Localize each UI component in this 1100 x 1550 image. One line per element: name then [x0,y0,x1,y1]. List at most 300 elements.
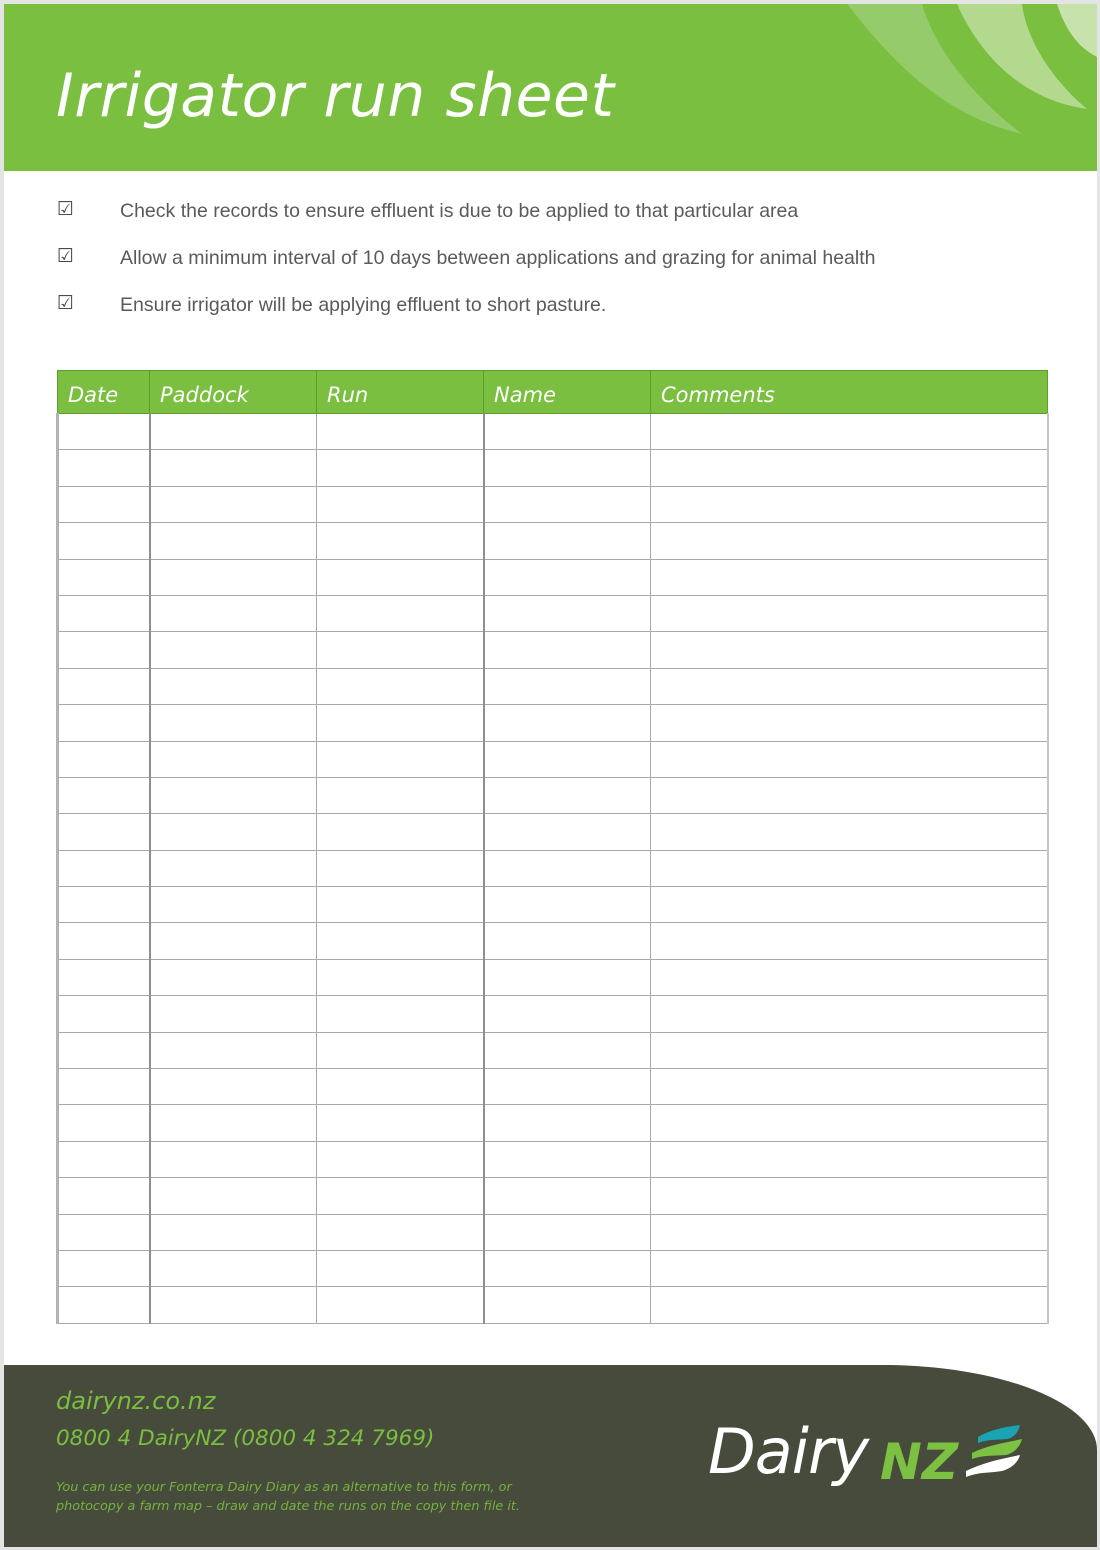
cell-date[interactable] [58,1250,150,1286]
comments-input[interactable] [651,1178,1047,1213]
run-input[interactable] [317,632,483,667]
phone-number: 0800 4 DairyNZ (0800 4 324 7969) [56,1426,435,1451]
cell-name[interactable] [484,1214,651,1250]
comments-input[interactable] [651,705,1047,740]
cell-run[interactable] [317,1105,484,1141]
table-row [58,1032,1048,1068]
run-input[interactable] [317,742,483,777]
cell-paddock[interactable] [150,668,317,704]
paddock-input[interactable] [151,1287,317,1322]
table-row [58,595,1048,631]
date-input[interactable] [59,487,149,522]
cell-comments[interactable] [651,996,1048,1032]
date-input[interactable] [59,1033,149,1068]
paddock-input[interactable] [151,996,317,1031]
paddock-input[interactable] [151,923,317,958]
cell-paddock[interactable] [150,1214,317,1250]
footer-note [56,1478,616,1516]
cell-date[interactable] [58,1069,150,1105]
date-input[interactable] [59,1178,149,1213]
cell-comments[interactable] [651,741,1048,777]
logo-text-dairy: Dairy [708,1415,869,1488]
cell-date[interactable] [58,668,150,704]
cell-name[interactable] [484,887,651,923]
table-row [58,1069,1048,1105]
page-title: Irrigator run sheet [56,61,615,131]
checked-box-icon: ☑ [57,292,75,314]
run-input[interactable] [317,814,483,849]
date-input[interactable] [59,1105,149,1140]
cell-comments[interactable] [651,959,1048,995]
cell-name[interactable] [484,996,651,1032]
run-input[interactable] [317,851,483,886]
comments-input[interactable] [651,596,1047,631]
cell-paddock[interactable] [150,923,317,959]
table-row [58,1214,1048,1250]
cell-comments[interactable] [651,486,1048,522]
comments-input[interactable] [651,742,1047,777]
checked-box-icon: ☑ [57,245,75,267]
name-input[interactable] [485,887,651,922]
cell-date[interactable] [58,1178,150,1214]
date-input[interactable] [59,1215,149,1250]
cell-name[interactable] [484,705,651,741]
cell-name[interactable] [484,777,651,813]
checklist-item-text: Allow a minimum interval of 10 days between applications and grazing for animal health [120,247,876,269]
date-input[interactable] [59,596,149,631]
cell-comments[interactable] [651,595,1048,631]
cell-name[interactable] [484,1032,651,1068]
date-input[interactable] [59,450,149,485]
cell-run[interactable] [317,814,484,850]
paddock-input[interactable] [151,669,317,704]
paddock-input[interactable] [151,1105,317,1140]
paddock-input[interactable] [151,814,317,849]
name-input[interactable] [485,487,651,522]
run-input[interactable] [317,887,483,922]
cell-date[interactable] [58,595,150,631]
dairynz-logo [708,1415,1038,1521]
cell-paddock[interactable] [150,741,317,777]
date-input[interactable] [59,923,149,958]
name-input[interactable] [485,742,651,777]
cell-run[interactable] [317,632,484,668]
column-header-date: Date [58,371,150,414]
comments-input[interactable] [651,851,1047,886]
cell-name[interactable] [484,1287,651,1323]
cell-run[interactable] [317,1287,484,1323]
table-row [58,1141,1048,1177]
name-input[interactable] [485,1178,651,1213]
cell-name[interactable] [484,1178,651,1214]
cell-run[interactable] [317,668,484,704]
cell-name[interactable] [484,1141,651,1177]
cell-comments[interactable] [651,1069,1048,1105]
paddock-input[interactable] [151,1178,317,1213]
cell-comments[interactable] [651,705,1048,741]
comments-input[interactable] [651,1105,1047,1140]
name-input[interactable] [485,560,651,595]
paddock-input[interactable] [151,705,317,740]
logo-text-nz: NZ [880,1433,959,1491]
date-input[interactable] [59,814,149,849]
cell-date[interactable] [58,450,150,486]
comments-input[interactable] [651,996,1047,1031]
comments-input[interactable] [651,887,1047,922]
table-row [58,959,1048,995]
run-input[interactable] [317,1215,483,1250]
name-input[interactable] [485,923,651,958]
date-input[interactable] [59,523,149,558]
table-row [58,996,1048,1032]
name-input[interactable] [485,596,651,631]
table-row [58,1287,1048,1323]
cell-name[interactable] [484,668,651,704]
table-row [58,923,1048,959]
cell-name[interactable] [484,632,651,668]
date-input[interactable] [59,632,149,667]
cell-comments[interactable] [651,414,1048,450]
cell-comments[interactable] [651,1032,1048,1068]
comments-input[interactable] [651,560,1047,595]
checklist-item-text: Ensure irrigator will be applying effluent to short pasture. [120,294,607,316]
cell-paddock[interactable] [150,996,317,1032]
comments-input[interactable] [651,523,1047,558]
date-input[interactable] [59,560,149,595]
name-input[interactable] [485,814,651,849]
cell-run[interactable] [317,1141,484,1177]
run-input[interactable] [317,414,483,449]
cell-comments[interactable] [651,1250,1048,1286]
date-input[interactable] [59,1251,149,1286]
run-input[interactable] [317,1287,483,1322]
cell-run[interactable] [317,450,484,486]
paddock-input[interactable] [151,742,317,777]
cell-date[interactable] [58,996,150,1032]
name-input[interactable] [485,960,651,995]
cell-date[interactable] [58,777,150,813]
checked-box-icon: ☑ [57,198,75,220]
table-row [58,887,1048,923]
run-input[interactable] [317,669,483,704]
run-input[interactable] [317,1033,483,1068]
cell-run[interactable] [317,486,484,522]
table-row [58,668,1048,704]
run-input[interactable] [317,560,483,595]
cell-run[interactable] [317,414,484,450]
cell-name[interactable] [484,559,651,595]
run-input[interactable] [317,923,483,958]
cell-comments[interactable] [651,1178,1048,1214]
cell-run[interactable] [317,923,484,959]
date-input[interactable] [59,414,149,449]
form-page [4,4,1097,1547]
paddock-input[interactable] [151,960,317,995]
run-input[interactable] [317,1105,483,1140]
cell-paddock[interactable] [150,486,317,522]
cell-date[interactable] [58,1032,150,1068]
paddock-input[interactable] [151,596,317,631]
table-body [58,414,1048,1324]
cell-paddock[interactable] [150,1287,317,1323]
name-input[interactable] [485,669,651,704]
cell-comments[interactable] [651,450,1048,486]
paddock-input[interactable] [151,1142,317,1177]
cell-date[interactable] [58,486,150,522]
name-input[interactable] [485,1105,651,1140]
run-input[interactable] [317,487,483,522]
name-input[interactable] [485,1142,651,1177]
cell-paddock[interactable] [150,814,317,850]
cell-run[interactable] [317,1069,484,1105]
cell-comments[interactable] [651,887,1048,923]
header-banner [4,4,1097,171]
paddock-input[interactable] [151,851,317,886]
table-row [58,632,1048,668]
cell-date[interactable] [58,705,150,741]
run-input[interactable] [317,996,483,1031]
comments-input[interactable] [651,669,1047,704]
column-header-name: Name [484,371,651,414]
cell-comments[interactable] [651,632,1048,668]
cell-paddock[interactable] [150,1032,317,1068]
column-header-run: Run [317,371,484,414]
run-input[interactable] [317,1069,483,1104]
run-input[interactable] [317,523,483,558]
cell-run[interactable] [317,1032,484,1068]
cell-name[interactable] [484,595,651,631]
table-row [58,1250,1048,1286]
date-input[interactable] [59,851,149,886]
paddock-input[interactable] [151,632,317,667]
cell-run[interactable] [317,523,484,559]
cell-date[interactable] [58,632,150,668]
comments-input[interactable] [651,778,1047,813]
name-input[interactable] [485,705,651,740]
table-row [58,814,1048,850]
run-input[interactable] [317,1142,483,1177]
run-input[interactable] [317,450,483,485]
cell-date[interactable] [58,1287,150,1323]
cell-date[interactable] [58,414,150,450]
name-input[interactable] [485,778,651,813]
date-input[interactable] [59,705,149,740]
table-row [58,523,1048,559]
run-sheet-table [56,370,1049,1324]
cell-run[interactable] [317,850,484,886]
table-row [58,1105,1048,1141]
table-row [58,559,1048,595]
paddock-input[interactable] [151,1033,317,1068]
date-input[interactable] [59,1069,149,1104]
name-input[interactable] [485,996,651,1031]
cell-date[interactable] [58,959,150,995]
paddock-input[interactable] [151,450,317,485]
paddock-input[interactable] [151,560,317,595]
cell-name[interactable] [484,1069,651,1105]
cell-name[interactable] [484,1250,651,1286]
comments-input[interactable] [651,960,1047,995]
cell-paddock[interactable] [150,887,317,923]
cell-paddock[interactable] [150,595,317,631]
cell-run[interactable] [317,887,484,923]
date-input[interactable] [59,1142,149,1177]
cell-date[interactable] [58,523,150,559]
comments-input[interactable] [651,1033,1047,1068]
date-input[interactable] [59,778,149,813]
comments-input[interactable] [651,632,1047,667]
run-input[interactable] [317,705,483,740]
cell-comments[interactable] [651,923,1048,959]
cell-date[interactable] [58,887,150,923]
table-row [58,741,1048,777]
date-input[interactable] [59,887,149,922]
date-input[interactable] [59,742,149,777]
run-input[interactable] [317,1178,483,1213]
cell-paddock[interactable] [150,1250,317,1286]
footer-note-line: You can use your Fonterra Dairy Diary as an alternative to this form, or [56,1480,512,1495]
cell-paddock[interactable] [150,523,317,559]
cell-name[interactable] [484,1105,651,1141]
name-input[interactable] [485,450,651,485]
run-input[interactable] [317,778,483,813]
cell-run[interactable] [317,741,484,777]
table-row [58,414,1048,450]
name-input[interactable] [485,523,651,558]
cell-date[interactable] [58,741,150,777]
cell-name[interactable] [484,450,651,486]
comments-input[interactable] [651,1069,1047,1104]
paddock-input[interactable] [151,887,317,922]
cell-comments[interactable] [651,559,1048,595]
paddock-input[interactable] [151,414,317,449]
cell-paddock[interactable] [150,450,317,486]
name-input[interactable] [485,632,651,667]
date-input[interactable] [59,960,149,995]
cell-comments[interactable] [651,523,1048,559]
name-input[interactable] [485,1251,651,1286]
comments-input[interactable] [651,923,1047,958]
comments-input[interactable] [651,1142,1047,1177]
cell-comments[interactable] [651,777,1048,813]
cell-name[interactable] [484,486,651,522]
cell-comments[interactable] [651,1214,1048,1250]
cell-name[interactable] [484,414,651,450]
cell-run[interactable] [317,705,484,741]
website-link[interactable]: dairynz.co.nz [56,1387,216,1415]
cell-run[interactable] [317,996,484,1032]
cell-comments[interactable] [651,814,1048,850]
cell-paddock[interactable] [150,1178,317,1214]
paddock-input[interactable] [151,523,317,558]
cell-date[interactable] [58,1141,150,1177]
table-row [58,450,1048,486]
cell-paddock[interactable] [150,559,317,595]
comments-input[interactable] [651,487,1047,522]
cell-date[interactable] [58,923,150,959]
table-row [58,777,1048,813]
name-input[interactable] [485,1287,651,1322]
cell-date[interactable] [58,850,150,886]
cell-name[interactable] [484,741,651,777]
comments-input[interactable] [651,414,1047,449]
name-input[interactable] [485,414,651,449]
name-input[interactable] [485,851,651,886]
cell-date[interactable] [58,1105,150,1141]
name-input[interactable] [485,1033,651,1068]
cell-paddock[interactable] [150,850,317,886]
cell-name[interactable] [484,850,651,886]
cell-comments[interactable] [651,1287,1048,1323]
date-input[interactable] [59,1287,149,1322]
cell-paddock[interactable] [150,414,317,450]
date-input[interactable] [59,996,149,1031]
cell-comments[interactable] [651,1105,1048,1141]
table-row [58,1178,1048,1214]
paddock-input[interactable] [151,1215,317,1250]
cell-paddock[interactable] [150,1141,317,1177]
cell-paddock[interactable] [150,1105,317,1141]
cell-paddock[interactable] [150,1069,317,1105]
cell-comments[interactable] [651,1141,1048,1177]
comments-input[interactable] [651,1215,1047,1250]
cell-run[interactable] [317,1178,484,1214]
cell-run[interactable] [317,777,484,813]
cell-run[interactable] [317,595,484,631]
name-input[interactable] [485,1069,651,1104]
column-header-paddock: Paddock [150,371,317,414]
date-input[interactable] [59,669,149,704]
logo-waves-icon [964,1425,1026,1481]
cell-run[interactable] [317,959,484,995]
cell-date[interactable] [58,559,150,595]
cell-name[interactable] [484,523,651,559]
run-input[interactable] [317,960,483,995]
cell-paddock[interactable] [150,632,317,668]
table-row [58,705,1048,741]
cell-run[interactable] [317,1214,484,1250]
cell-comments[interactable] [651,850,1048,886]
comments-input[interactable] [651,1251,1047,1286]
cell-name[interactable] [484,923,651,959]
cell-paddock[interactable] [150,705,317,741]
comments-input[interactable] [651,1287,1047,1322]
cell-date[interactable] [58,814,150,850]
cell-run[interactable] [317,559,484,595]
paddock-input[interactable] [151,1251,317,1286]
cell-name[interactable] [484,814,651,850]
cell-paddock[interactable] [150,777,317,813]
cell-comments[interactable] [651,668,1048,704]
name-input[interactable] [485,1215,651,1250]
paddock-input[interactable] [151,1069,317,1104]
table-row [58,486,1048,522]
comments-input[interactable] [651,814,1047,849]
table-row [58,850,1048,886]
cell-name[interactable] [484,959,651,995]
cell-run[interactable] [317,1250,484,1286]
cell-paddock[interactable] [150,959,317,995]
footer [4,1365,1097,1547]
paddock-input[interactable] [151,778,317,813]
column-header-comments: Comments [651,371,1048,414]
checklist-item-text: Check the records to ensure effluent is due to be applied to that particular area [120,200,799,222]
comments-input[interactable] [651,450,1047,485]
run-input[interactable] [317,596,483,631]
run-input[interactable] [317,1251,483,1286]
cell-date[interactable] [58,1214,150,1250]
paddock-input[interactable] [151,487,317,522]
